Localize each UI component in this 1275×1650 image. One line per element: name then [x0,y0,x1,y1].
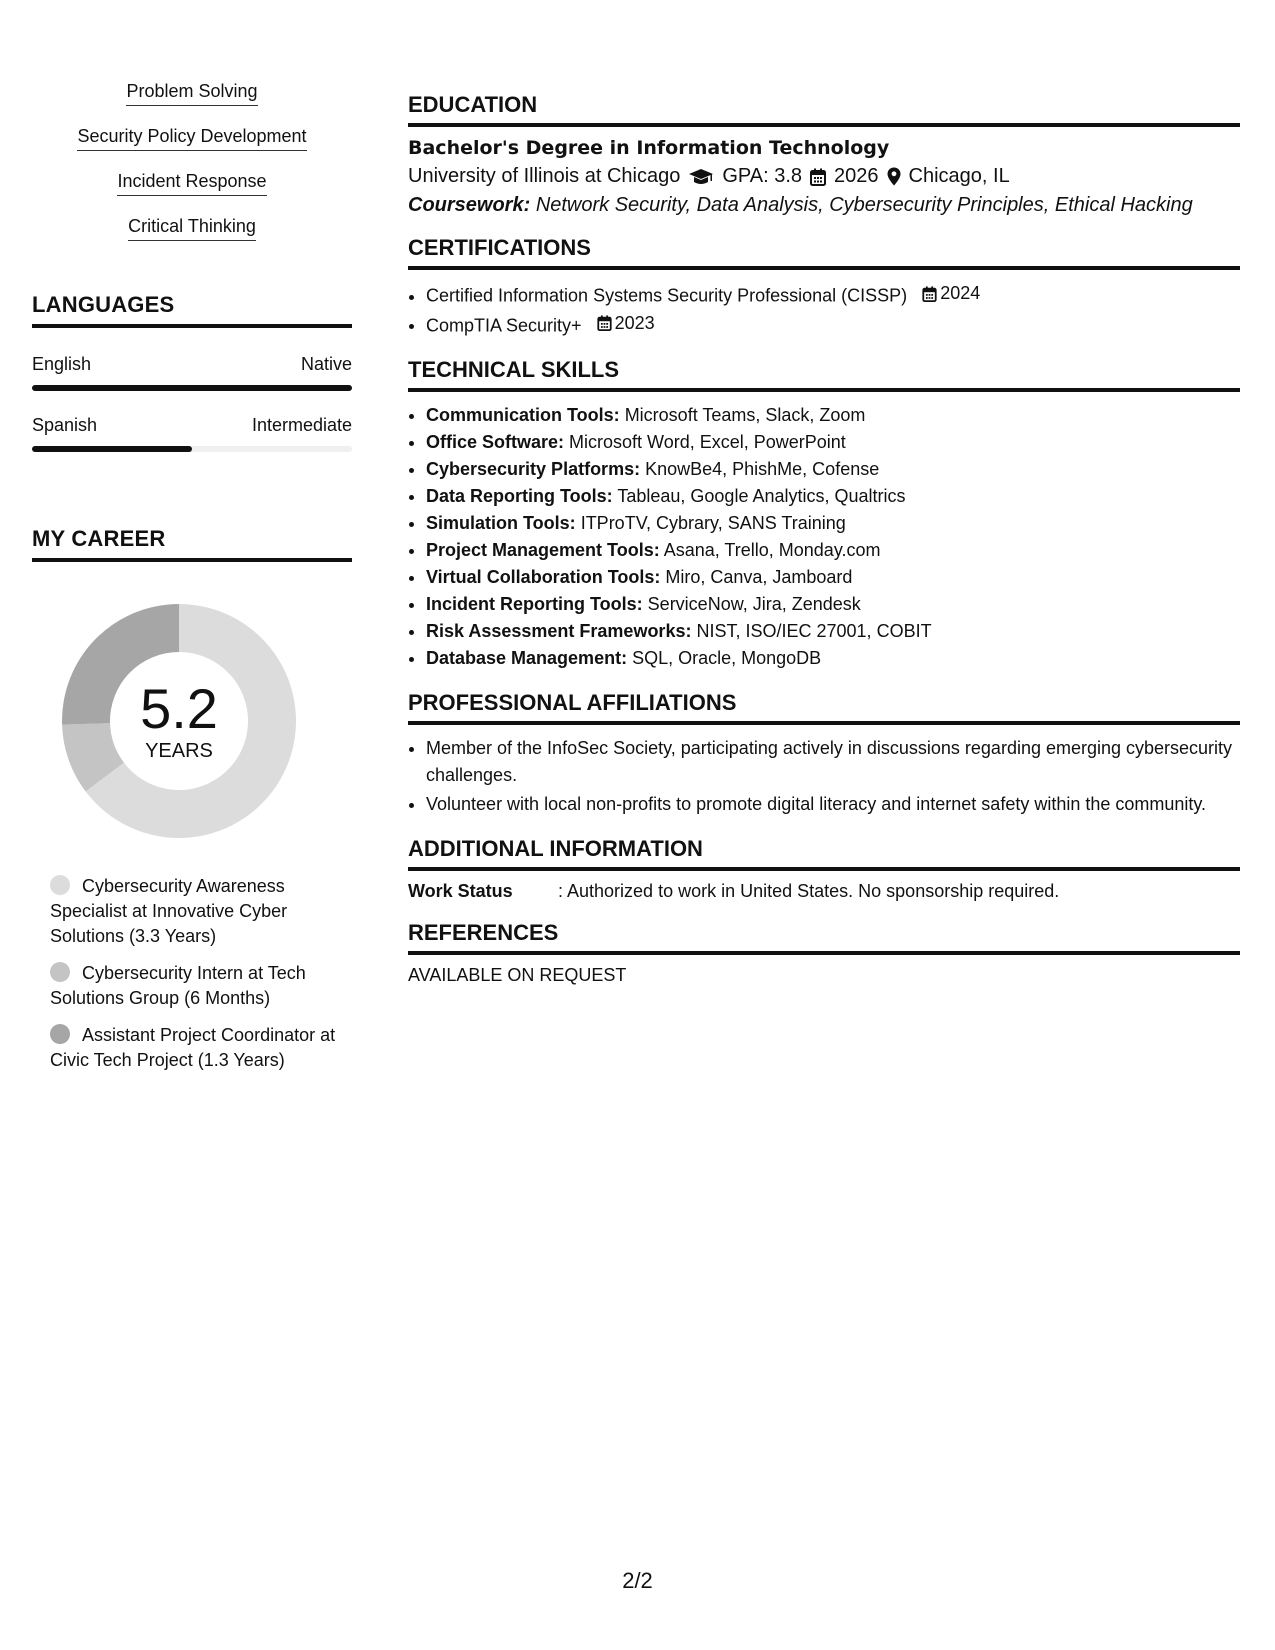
gpa: GPA: 3.8 [722,165,803,187]
skill-category: Cybersecurity Platforms: [426,459,641,479]
certification-name: Certified Information Systems Security Professional (CISSP) [426,285,908,306]
career-legend-item [50,1023,340,1073]
certification-year: 2023 [614,312,655,333]
legend-dot [50,1024,70,1044]
certification-item [426,280,1240,310]
technical-skills-heading: TECHNICAL SKILLS [408,357,1240,392]
technical-skills-section [408,357,1240,672]
skill-tools: Miro, Canva, Jamboard [665,567,853,587]
skill-category: Risk Assessment Frameworks: [426,621,692,641]
education-section [408,92,1240,217]
language-name: Spanish [32,415,98,435]
skill-tag: Critical Thinking [128,215,256,241]
map-pin-icon [887,167,901,186]
language-bar [32,446,352,452]
skill-category: Communication Tools: [426,405,620,425]
technical-skill-item [426,510,1240,537]
skill-category: Simulation Tools: [426,513,576,533]
skill-category: Database Management: [426,648,628,668]
work-status-label: Work Status [408,881,513,901]
degree-title: Bachelor's Degree in Information Technology [408,137,890,159]
skills-list [32,80,352,260]
career-legend-item [50,961,340,1011]
languages-heading: LANGUAGES [32,292,352,328]
graduation-cap-icon [688,168,714,186]
certifications-list [408,280,1240,339]
legend-dot [50,875,70,895]
career-legend-item [50,874,340,949]
education-heading: EDUCATION [408,92,1240,127]
school-location: Chicago, IL [908,165,1010,187]
language-level: Intermediate [251,415,352,435]
certification-name: CompTIA Security+ [426,315,582,335]
affiliation-item: • Member of the InfoSec Society, participating actively in discussions regarding emerging cybersecurity challenges. [426,735,1240,789]
legend-dot [50,962,70,982]
coursework [408,194,1240,217]
work-status [408,881,1240,902]
coursework-label: Coursework: [408,194,531,216]
career-total-years: 5.2 [140,676,218,740]
language-bar-fill [32,385,352,391]
technical-skill-item [426,402,1240,429]
skill-tools: Microsoft Teams, Slack, Zoom [624,405,866,425]
skill-tools: NIST, ISO/IEC 27001, COBIT [696,621,932,641]
technical-skill-item [426,645,1240,672]
technical-skills-list [408,402,1240,672]
technical-skill-item [426,618,1240,645]
donut-center [54,596,304,846]
affiliations-section [408,690,1240,818]
technical-skill-item [426,591,1240,618]
language-bar-fill [32,446,192,452]
skill-tools: ServiceNow, Jira, Zendesk [647,594,861,614]
skill-category: Virtual Collaboration Tools: [426,567,661,587]
language-bar [32,385,352,391]
certification-year: 2024 [940,283,981,303]
references-section [408,920,1240,986]
technical-skill-item [426,456,1240,483]
affiliations-list [408,735,1240,818]
skill-category: Project Management Tools: [426,540,660,560]
language-row [32,415,352,436]
left-column [32,80,352,1085]
technical-skill-item [426,429,1240,456]
languages-section [32,292,352,452]
certification-item [426,310,1240,340]
career-role-label: Assistant Project Coordinator at Civic Tech Project (1.3 Years) [50,1025,336,1070]
page-number: 2/2 [622,1568,653,1593]
technical-skill-item [426,564,1240,591]
skill-tag: Incident Response [117,170,266,196]
references-heading: REFERENCES [408,920,1240,955]
coursework-list: Network Security, Data Analysis, Cybersecurity Principles, Ethical Hacking [535,194,1193,216]
additional-info-heading: ADDITIONAL INFORMATION [408,836,1240,871]
skill-category: Incident Reporting Tools: [426,594,643,614]
language-name: English [32,354,92,374]
skill-category: Office Software: [426,432,565,452]
skill-tools: Asana, Trello, Monday.com [663,540,881,560]
career-role-label: Cybersecurity Intern at Tech Solutions Group (6 Months) [50,963,306,1008]
skill-tag: Problem Solving [126,80,257,106]
certifications-heading: CERTIFICATIONS [408,235,1240,270]
skill-tools: Microsoft Word, Excel, PowerPoint [569,432,846,452]
technical-skill-item [426,483,1240,510]
skill-tools: KnowBe4, PhishMe, Cofense [645,459,880,479]
career-heading: MY CAREER [32,526,352,562]
technical-skill-item [426,537,1240,564]
career-legend [50,874,340,1073]
school-name: University of Illinois at Chicago [408,165,681,187]
additional-info-section [408,836,1240,902]
skill-category: Data Reporting Tools: [426,486,613,506]
language-level: Native [300,354,352,374]
skill-tools: SQL, Oracle, MongoDB [632,648,822,668]
career-section [32,526,352,1073]
calendar-icon [922,286,937,302]
calendar-icon [597,315,612,331]
right-column [408,92,1240,1004]
affiliation-item: • Volunteer with local non-profits to promote digital literacy and internet safety within the community. [426,791,1240,818]
skill-tools: Tableau, Google Analytics, Qualtrics [617,486,906,506]
skill-tag: Security Policy Development [77,125,306,151]
certifications-section [408,235,1240,339]
career-role-label: Cybersecurity Awareness Specialist at Innovative Cyber Solutions (3.3 Years) [50,876,288,946]
skill-tools: ITProTV, Cybrary, SANS Training [580,513,846,533]
language-row [32,354,352,375]
references-text: AVAILABLE ON REQUEST [408,965,627,985]
career-donut-chart [54,596,304,846]
education-details [408,165,1240,188]
work-status-value: : Authorized to work in United States. No sponsorship required. [558,881,1060,901]
calendar-icon [810,168,826,186]
career-total-unit: YEARS [145,739,213,762]
affiliations-heading: PROFESSIONAL AFFILIATIONS [408,690,1240,725]
graduation-year: 2026 [834,165,879,187]
